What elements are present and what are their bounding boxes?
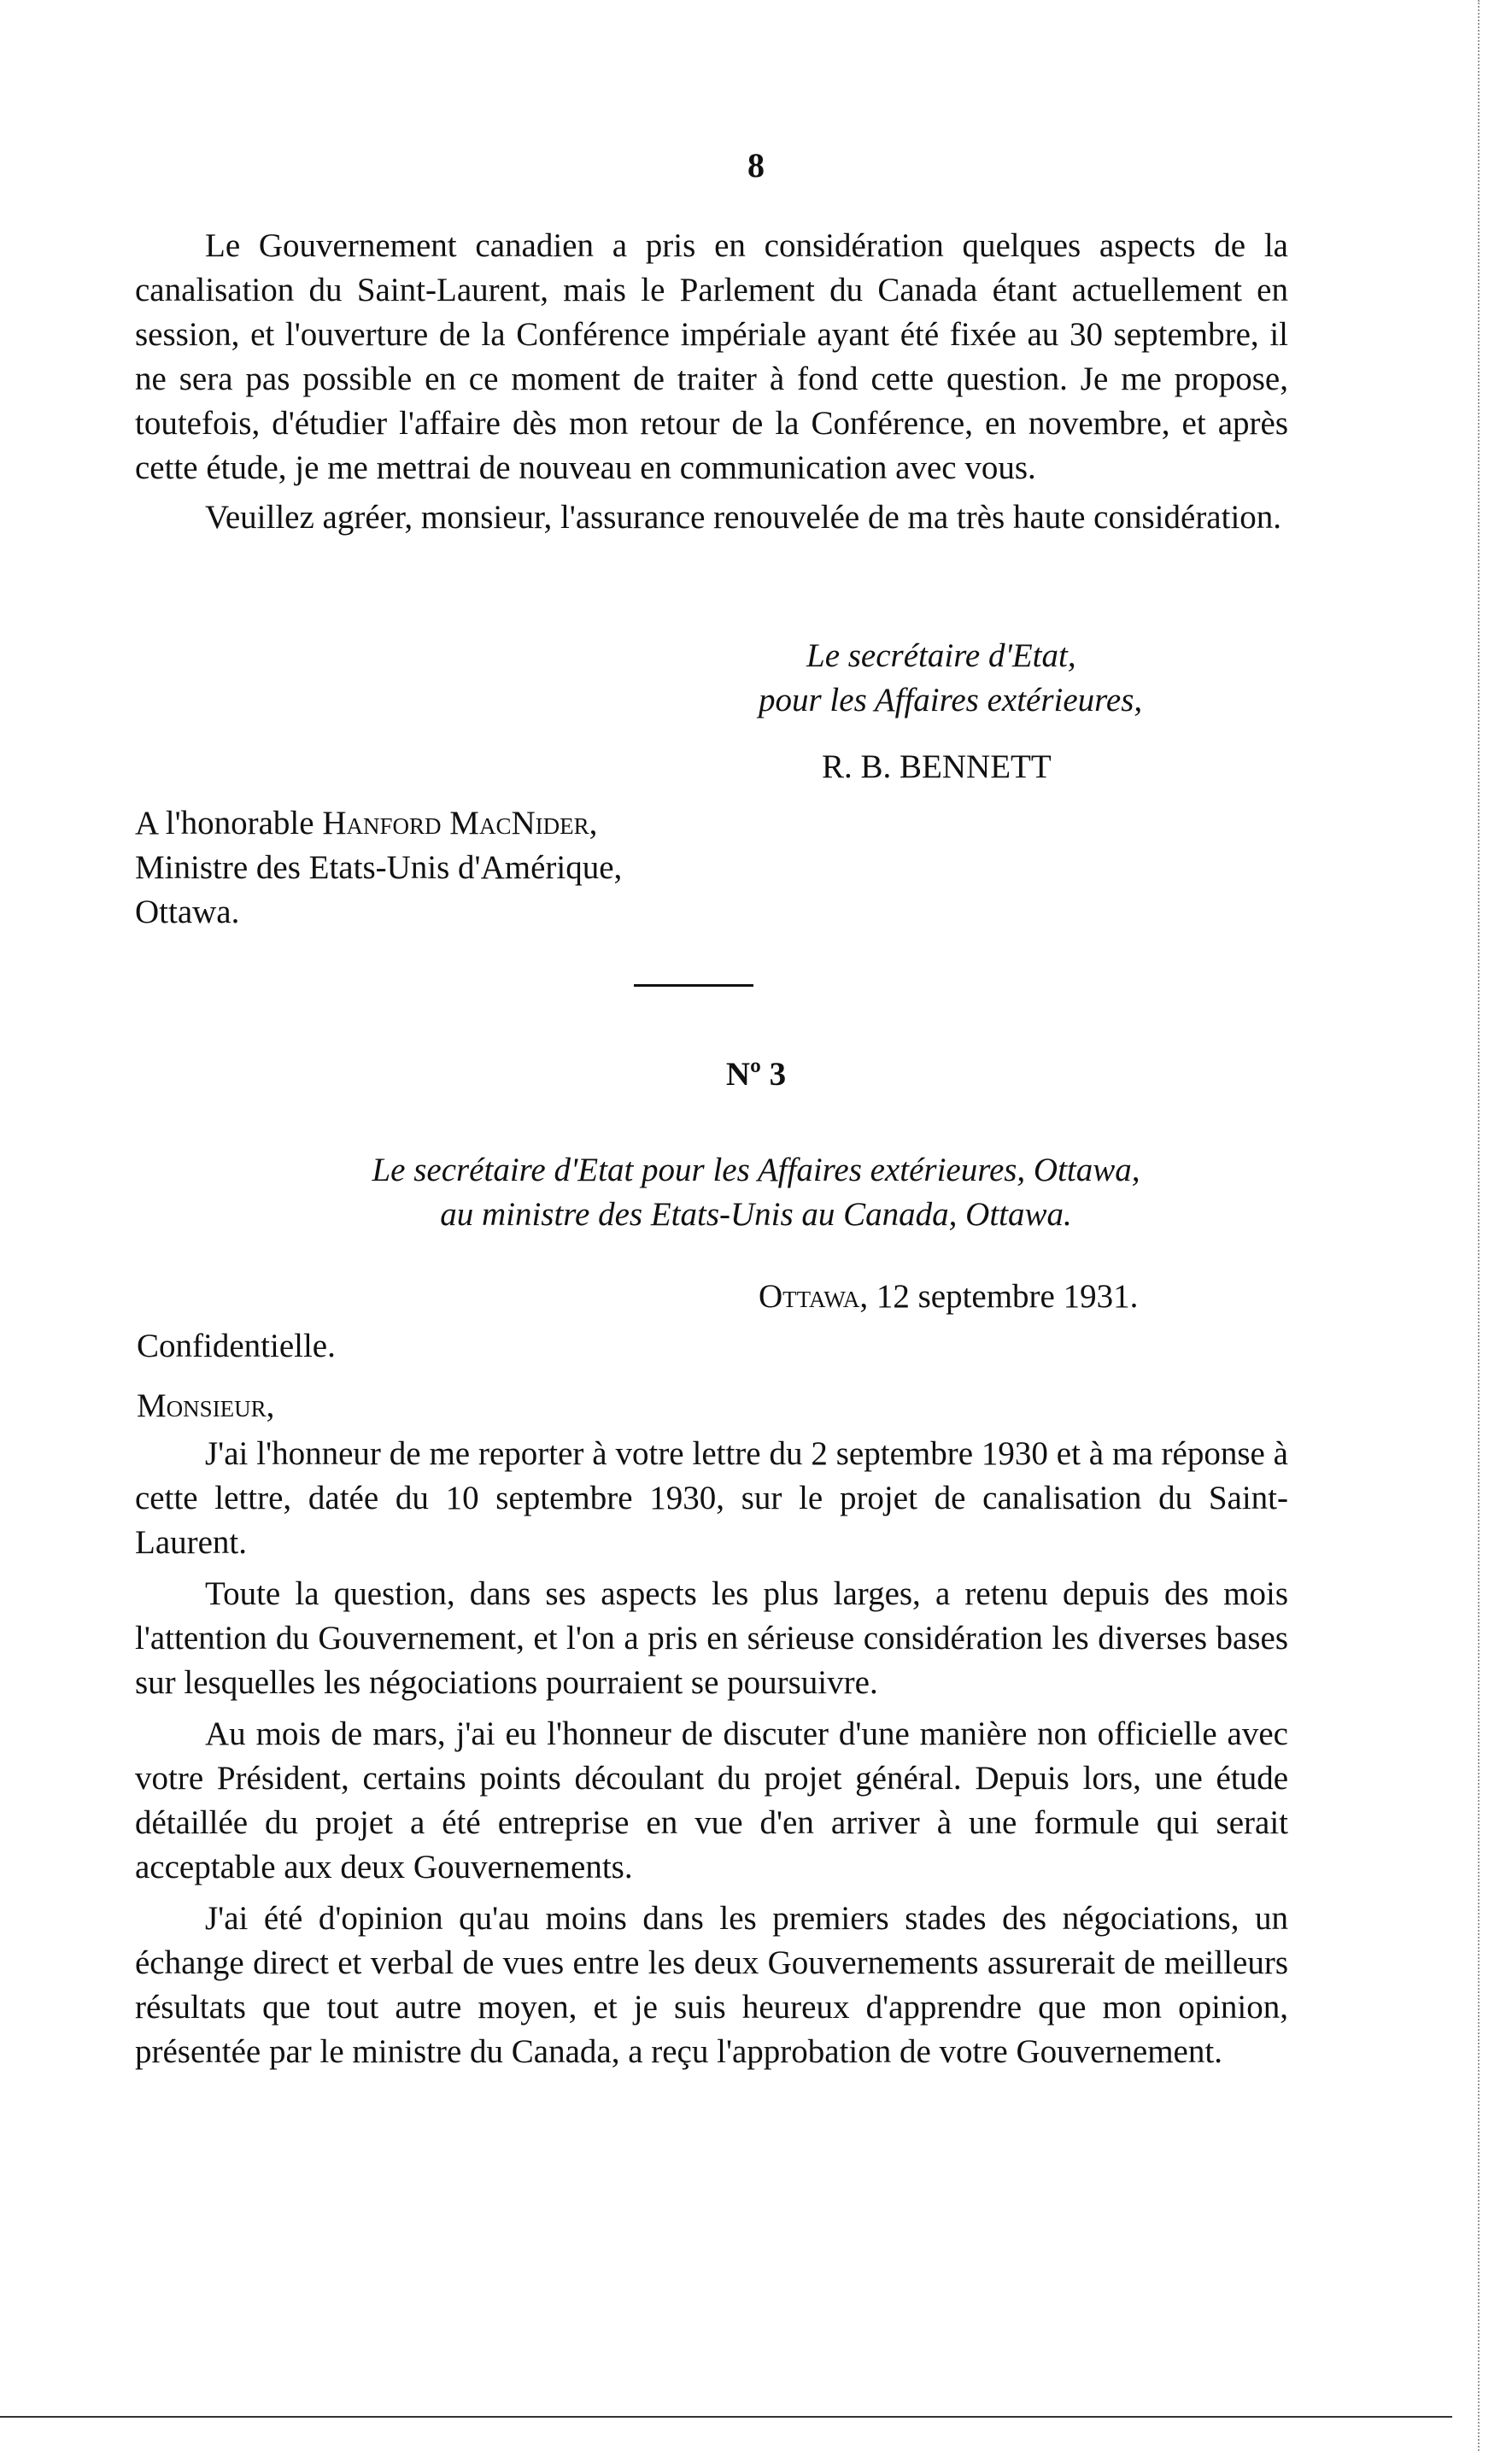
addressee-line1: A l'honorable Hanford MacNider, bbox=[135, 805, 598, 841]
section-divider bbox=[634, 984, 753, 987]
page-number: 8 bbox=[747, 146, 765, 185]
addressee-line2: Ministre des Etats-Unis d'Amérique, bbox=[135, 849, 623, 886]
paragraph: Le Gouvernement canadien a pris en considération quelques aspects de la canalisation du Saint-Laurent, mais le Parlement du Canada étant actuellement en session, et l'ouverture de la Conférence impériale ayant été fixée au 30 septembre, il ne sera pas possible en ce moment de traiter à fond cette question. Je me propose, toutefois, d'étudier l'affaire dès mon retour de la Conférence, en novembre, et après cette étude, je me mettrai de nouveau en communication avec vous. bbox=[135, 227, 1288, 486]
bottom-rule bbox=[0, 2416, 1452, 2418]
signature-title bbox=[759, 634, 1142, 723]
paragraph: Au mois de mars, j'ai eu l'honneur de discuter d'une manière non officielle avec votre Président, certains points découlant du projet général. Depuis lors, une étude détaillée du projet a été entreprise en vue d'en arriver à une formule qui serait acceptable aux deux Gouvernements. bbox=[135, 1715, 1288, 1885]
addressee bbox=[135, 801, 622, 935]
letter2-body bbox=[135, 1432, 1288, 2074]
signature-title-line1: Le secrétaire d'Etat, bbox=[806, 637, 1076, 674]
classification: Confidentielle. bbox=[137, 1328, 336, 1364]
addressee-line3: Ottawa. bbox=[135, 894, 240, 930]
place: Ottawa, bbox=[759, 1278, 869, 1315]
place-date bbox=[759, 1275, 1138, 1319]
salutation: Monsieur, bbox=[137, 1387, 275, 1424]
date: 12 septembre 1931. bbox=[868, 1278, 1139, 1315]
document-number: Nº 3 bbox=[725, 1056, 787, 1093]
letter2-header-line2: au ministre des Etats-Unis au Canada, Ottawa. bbox=[440, 1196, 1072, 1233]
letter2-header-line1: Le secrétaire d'Etat pour les Affaires extérieures, Ottawa, bbox=[372, 1152, 1140, 1188]
paragraph: J'ai l'honneur de me reporter à votre lettre du 2 septembre 1930 et à ma réponse à cette lettre, datée du 10 septembre 1930, sur le projet de canalisation du Saint-Laurent. bbox=[135, 1435, 1288, 1561]
paragraph: Veuillez agréer, monsieur, l'assurance renouvelée de ma très haute considération. bbox=[205, 499, 1282, 536]
paragraph: J'ai été d'opinion qu'au moins dans les premiers stades des négociations, un échange direct et verbal de vues entre les deux Gouvernements assurerait de meilleurs résultats que tout autre moyen, et je suis heureux d'apprendre que mon opinion, présentée par le ministre du Canada, a reçu l'approbation de votre Gouvernement. bbox=[135, 1900, 1288, 2070]
addressee-name: Hanford MacNider, bbox=[322, 805, 598, 841]
signature-name: R. B. BENNETT bbox=[822, 748, 1052, 785]
letter1-body bbox=[135, 224, 1288, 540]
signature-title-line2: pour les Affaires extérieures, bbox=[759, 682, 1143, 718]
paragraph: Toute la question, dans ses aspects les plus larges, a retenu depuis des mois l'attention du Gouvernement, et l'on a pris en sérieuse considération les diverses bases sur lesquelles les négociations pourraient se poursuivre. bbox=[135, 1575, 1288, 1701]
